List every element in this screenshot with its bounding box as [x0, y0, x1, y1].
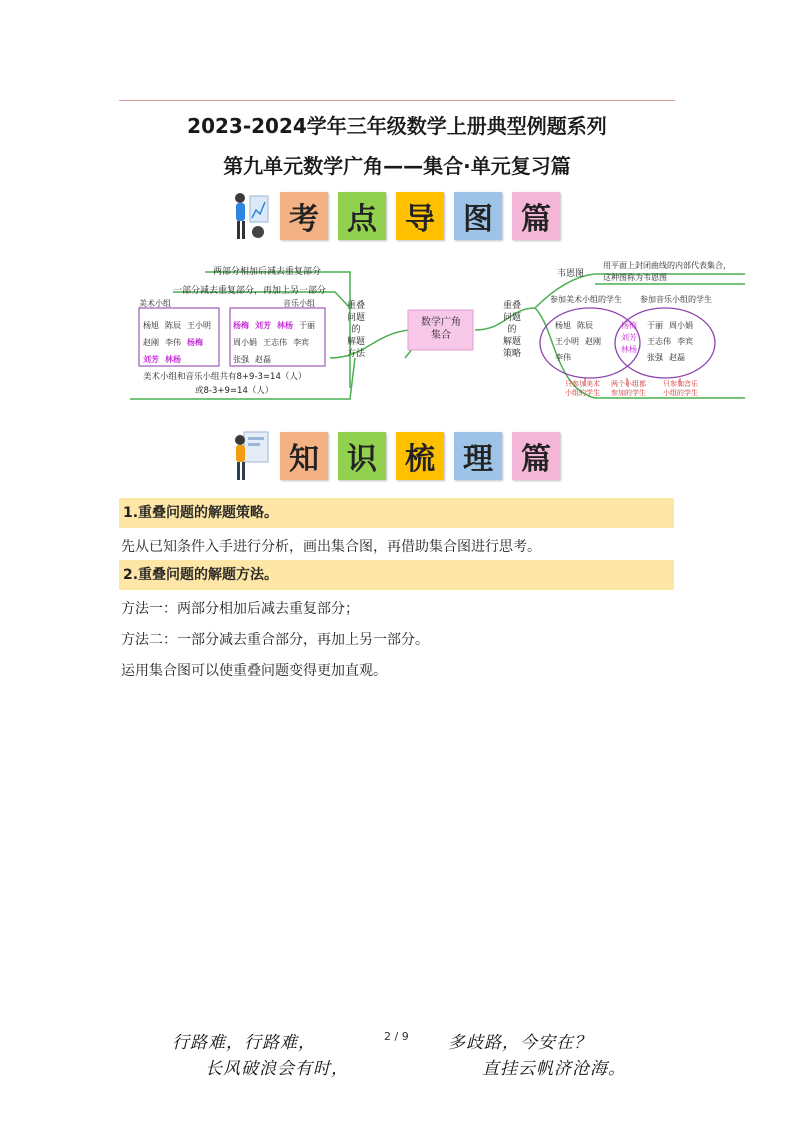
banner2-tile-2: 梳	[396, 432, 444, 480]
name-music-names-8: 赵磊	[255, 355, 271, 364]
name-venn-right-5: 赵磊	[669, 353, 685, 362]
venn-mid-name-0: 杨梅	[621, 321, 637, 330]
note-left: 只参加美术 小组的学生	[565, 380, 600, 397]
art-names	[143, 320, 219, 365]
poem-line1: 行路难，行路难，	[172, 1033, 316, 1053]
banner-mindmap	[230, 188, 570, 244]
name-music-names-3: 于丽	[299, 321, 315, 330]
name-venn-right-2: 王志伟	[647, 337, 671, 346]
name-venn-left-3: 赵刚	[585, 337, 601, 346]
venn-middle-names	[621, 320, 641, 356]
music-group-title: 音乐小组	[283, 299, 315, 308]
banner2-tile-4: 篇	[512, 432, 560, 480]
note-mid: 两个小组都 参加的学生	[611, 380, 646, 397]
name-music-names-5: 王志伟	[263, 338, 287, 347]
poem-line2: 多歧路，今安在？	[448, 1033, 592, 1053]
venn-label: 韦恩图	[557, 269, 585, 279]
banner1-tile-2: 导	[396, 192, 444, 240]
name-venn-right-4: 张强	[647, 353, 663, 362]
method1-label: 两部分相加后减去重复部分	[213, 267, 322, 277]
section2-line2: 方法二：一部分减去重合部分，再加上另一部分。	[121, 632, 429, 648]
document-title: 2023-2024学年三年级数学上册典型例题系列	[187, 114, 607, 138]
name-art-names-4: 李伟	[165, 338, 181, 347]
poem-line4: 直挂云帆济沧海。	[482, 1059, 626, 1079]
name-art-names-5: 杨梅	[187, 338, 203, 347]
banner1-tile-3: 图	[454, 192, 502, 240]
name-venn-left-4: 李伟	[555, 353, 571, 362]
name-music-names-6: 李宾	[293, 338, 309, 347]
venn-mid-name-2: 林杨	[621, 345, 637, 354]
name-venn-right-1: 周小娟	[669, 321, 693, 330]
name-venn-right-0: 于丽	[647, 321, 663, 330]
banner2-tile-0: 知	[280, 432, 328, 480]
name-venn-left-2: 王小明	[555, 337, 579, 346]
calc1: 美术小组和音乐小组共有8+9-3=14（人）	[143, 372, 307, 382]
name-venn-right-3: 李宾	[677, 337, 693, 346]
name-music-names-1: 刘芳	[255, 321, 271, 330]
name-venn-left-1: 陈辰	[577, 321, 593, 330]
header-rule	[119, 100, 675, 101]
venn-right-names	[647, 320, 707, 363]
name-art-names-6: 刘芳	[143, 355, 159, 364]
mindmap-diagram	[125, 258, 750, 404]
banner2-tile-1: 识	[338, 432, 386, 480]
name-art-names-0: 杨旭	[143, 321, 159, 330]
name-music-names-4: 周小娟	[233, 338, 257, 347]
name-music-names-0: 杨梅	[233, 321, 249, 330]
poem-line3: 长风破浪会有时，	[205, 1059, 349, 1079]
art-group-title: 美术小组	[139, 299, 171, 308]
left-branch-label: 重叠 问题 的 解题 方法	[347, 301, 366, 359]
name-art-names-7: 林杨	[165, 355, 181, 364]
page-number: 2 / 9	[384, 1030, 409, 1043]
venn-left-names	[555, 320, 615, 363]
banner1-tile-0: 考	[280, 192, 328, 240]
section1-heading: 1.重叠问题的解题策略。	[119, 498, 674, 528]
section2-line3: 运用集合图可以使重叠问题变得更加直观。	[121, 663, 387, 679]
right-branch-label: 重叠 问题 的 解题 策略	[503, 301, 522, 359]
calc2: 或8-3+9=14（人）	[195, 386, 274, 396]
banner1-tile-4: 篇	[512, 192, 560, 240]
name-art-names-3: 赵刚	[143, 338, 159, 347]
note-right: 只参加音乐 小组的学生	[663, 380, 698, 397]
name-music-names-7: 张强	[233, 355, 249, 364]
center-node: 数学广角 集合	[421, 317, 461, 341]
venn-mid-name-1: 刘芳	[621, 333, 637, 342]
banner2-tile-3: 理	[454, 432, 502, 480]
person-board-icon	[230, 428, 272, 484]
unit-title: 第九单元数学广角——集合·单元复习篇	[223, 154, 571, 178]
music-names	[233, 320, 325, 365]
venn-right-title: 参加音乐小组的学生	[640, 295, 712, 304]
section2-heading: 2.重叠问题的解题方法。	[119, 560, 674, 590]
name-venn-left-0: 杨旭	[555, 321, 571, 330]
banner1-tile-1: 点	[338, 192, 386, 240]
name-music-names-2: 林杨	[277, 321, 293, 330]
banner-knowledge	[230, 428, 570, 484]
name-art-names-1: 陈辰	[165, 321, 181, 330]
name-art-names-2: 王小明	[187, 321, 211, 330]
method2-label: 一部分减去重复部分，再加上另一部分	[173, 286, 327, 296]
person-presenting-icon	[230, 188, 272, 244]
section1-line1: 先从已知条件入手进行分析，画出集合图，再借助集合图进行思考。	[121, 539, 541, 555]
section2-line1: 方法一：两部分相加后减去重复部分；	[121, 601, 359, 617]
venn-left-title: 参加美术小组的学生	[550, 295, 622, 304]
venn-desc2: 这种图称为韦恩图	[603, 273, 667, 282]
venn-desc1: 用平面上封闭曲线的内部代表集合，	[603, 261, 731, 270]
